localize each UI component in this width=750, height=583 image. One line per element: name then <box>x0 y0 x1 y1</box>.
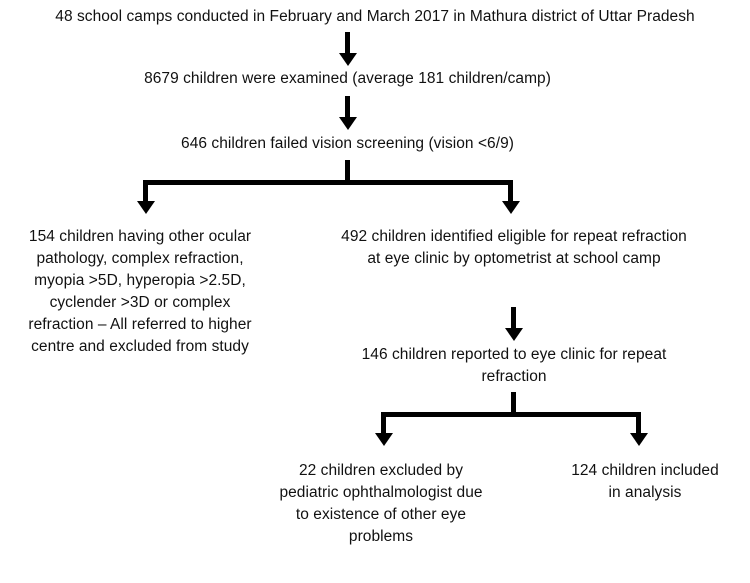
split-failed-to-branches <box>0 160 750 220</box>
flow-node-camps: 48 school camps conducted in February and March 2017 in Mathura district of Uttar Pradesh <box>55 8 695 25</box>
flow-node-included-analysis: 124 children included in analysis <box>571 462 719 501</box>
bracket-stem <box>345 160 350 182</box>
arrow-head <box>339 53 357 66</box>
arrow-shaft <box>511 307 516 329</box>
arrow-head <box>339 117 357 130</box>
split-reported-to-outcomes <box>0 392 750 452</box>
arrow-head-left <box>137 201 155 214</box>
arrow-camps-to-examined <box>345 32 350 65</box>
bracket-bar <box>143 180 513 185</box>
bracket-leg-left <box>143 180 148 202</box>
flow-node-reported-clinic: 146 children reported to eye clinic for repeat refraction <box>361 346 667 385</box>
bracket-stem <box>511 392 516 414</box>
bracket-leg-right <box>508 180 513 202</box>
flow-node-excluded-pediatric: 22 children excluded by pediatric ophthalmologist due to existence of other eye problems <box>279 462 483 545</box>
flow-node-examined: 8679 children were examined (average 181 children/camp) <box>144 70 551 87</box>
bracket-leg-left <box>381 412 386 434</box>
arrow-head <box>505 328 523 341</box>
flow-node-failed-screening: 646 children failed vision screening (vision <6/9) <box>181 135 514 152</box>
bracket-bar <box>381 412 641 417</box>
flow-node-excluded-other-pathology: 154 children having other ocular pathology, complex refraction, myopia >5D, hyperopia >2.5D, cyclender >3D or complex refraction – All referred to higher centre and excluded from study <box>28 228 252 355</box>
arrow-head-right <box>630 433 648 446</box>
arrow-eligible-to-reported <box>511 307 516 340</box>
arrow-head-right <box>502 201 520 214</box>
arrow-head-left <box>375 433 393 446</box>
flow-node-eligible-repeat: 492 children identified eligible for repeat refraction at eye clinic by optometrist at school camp <box>341 228 687 267</box>
arrow-shaft <box>345 96 350 118</box>
bracket-leg-right <box>636 412 641 434</box>
arrow-shaft <box>345 32 350 54</box>
arrow-examined-to-failed <box>345 96 350 129</box>
